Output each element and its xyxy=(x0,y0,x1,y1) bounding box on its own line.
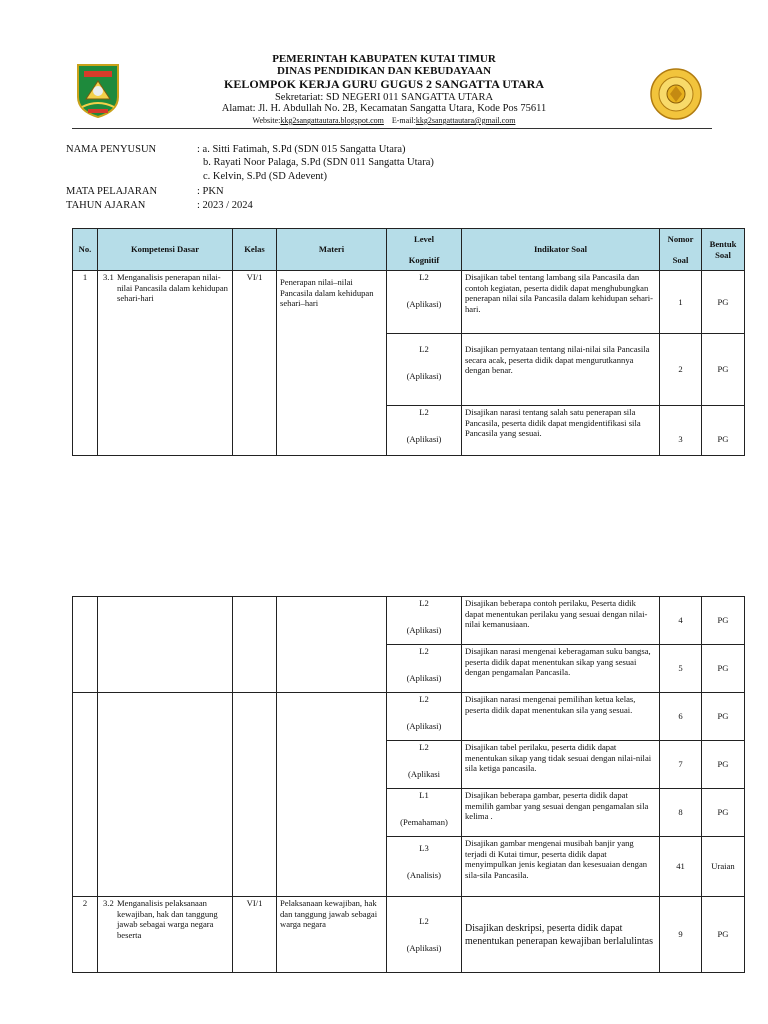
table-row xyxy=(73,693,745,741)
level-name: (Aplikasi) xyxy=(406,624,442,635)
bentuk-cell: PG xyxy=(702,406,745,456)
tahun-value: : 2023 / 2024 xyxy=(197,200,253,211)
level-name: (Aplikasi) xyxy=(406,370,442,381)
tahun-label: TAHUN AJARAN xyxy=(66,200,146,211)
penyusun-2: b. Rayati Noor Palaga, S.Pd (SDN 011 Sangatta Utara) xyxy=(203,157,434,168)
mapel-value: : PKN xyxy=(197,186,224,197)
level-code: L2 xyxy=(419,407,429,417)
nomor-cell: 6 xyxy=(660,693,702,741)
bentuk-cell: Uraian xyxy=(702,837,745,897)
col-no: No. xyxy=(73,229,98,271)
nomor-cell: 9 xyxy=(660,897,702,973)
kisi-kisi-table-2 xyxy=(72,596,745,973)
empty-kelas xyxy=(233,597,277,693)
nomor-cell: 5 xyxy=(660,645,702,693)
indikator-cell: Disajikan beberapa gambar, peserta didik dapat memilih gambar yang sesuai dengan pengamalan sila kelima . xyxy=(462,789,660,837)
address: Alamat: Jl. H. Abdullah No. 2B, Kecamatan Sangatta Utara, Kode Pos 75611 xyxy=(221,103,547,114)
col-kd: Kompetensi Dasar xyxy=(98,229,233,271)
col-bentuk: Bentuk Soal xyxy=(702,229,745,271)
col-level-1: Level xyxy=(413,233,435,244)
level-cell xyxy=(387,693,462,741)
empty-no xyxy=(73,597,98,693)
level-code: L2 xyxy=(419,742,429,752)
indikator-cell: Disajikan tabel tentang lambang sila Pancasila dan contoh kegiatan, peserta didik dapat menghubungkan penerapan nilai sila Pancasila dalam kehidupan sehari-hari. xyxy=(462,271,660,334)
mapel-label: MATA PELAJARAN xyxy=(66,186,158,197)
level-cell xyxy=(387,271,462,334)
kkg-gugus-emblem xyxy=(650,68,702,120)
kd1-kelas: VI/1 xyxy=(233,271,277,456)
level-cell xyxy=(387,897,462,973)
nomor-cell: 4 xyxy=(660,597,702,645)
nomor-cell: 41 xyxy=(660,837,702,897)
kd1-materi: Penerapan nilai–nilai Pancasila dalam kehidupan sehari–hari xyxy=(277,271,387,456)
nomor-cell: 8 xyxy=(660,789,702,837)
website-link[interactable]: kkg2sangattautara.blogspot.com xyxy=(280,116,384,125)
col-nomor-1: Nomor xyxy=(667,233,694,244)
level-code: L2 xyxy=(419,272,429,282)
col-level xyxy=(387,229,462,271)
penyusun-label: NAMA PENYUSUN xyxy=(66,144,157,155)
level-name: (Analisis) xyxy=(407,869,441,880)
level-code: L1 xyxy=(419,790,429,800)
table-row xyxy=(73,897,745,973)
empty-materi xyxy=(277,693,387,897)
bentuk-cell: PG xyxy=(702,789,745,837)
indikator-cell: Disajikan beberapa contoh perilaku, Peserta didik dapat menentukan perilaku yang sesuai dengan nilai-nilai kemanusiaan. xyxy=(462,597,660,645)
nomor-cell: 3 xyxy=(660,406,702,456)
indikator-cell: Disajikan gambar mengenai musibah banjir yang terjadi di Kutai timur, peserta didik dapat menyimpulkan jenis kegiatan dan kesesuaian dengan sila-sila Pancasila. xyxy=(462,837,660,897)
kd2-desc: Menganalisis pelaksanaan kewajiban, hak dan tanggung jawab sebagai warga negara beserta xyxy=(117,898,218,940)
empty-kelas xyxy=(233,693,277,897)
penyusun-1: : a. Sitti Fatimah, S.Pd (SDN 015 Sangatta Utara) xyxy=(197,144,406,155)
empty-no xyxy=(73,693,98,897)
level-cell xyxy=(387,645,462,693)
indikator-cell: Disajikan narasi tentang salah satu penerapan sila Pancasila, peserta didik dapat mengidentifikasi sila Pancasila yang sesuai. xyxy=(462,406,660,456)
secretariat: Sekretariat: SD NEGERI 011 SANGATTA UTARA xyxy=(274,92,494,103)
level-name: (Aplikasi) xyxy=(406,672,442,683)
level-cell xyxy=(387,334,462,406)
bentuk-cell: PG xyxy=(702,597,745,645)
kd2-no: 2 xyxy=(73,897,98,973)
penyusun-3: c. Kelvin, S.Pd (SD Adevent) xyxy=(203,171,327,182)
level-name: (Aplikasi) xyxy=(406,298,442,309)
indikator-cell: Disajikan narasi mengenai keberagaman suku bangsa, peserta didik dapat menentukan sikap yang sesuai dengan pengamalan Pancasila. xyxy=(462,645,660,693)
group-name: KELOMPOK KERJA GURU GUGUS 2 SANGATTA UTARA xyxy=(223,77,545,91)
bentuk-cell: PG xyxy=(702,334,745,406)
indikator-cell: Disajikan deskripsi, peserta didik dapat menentukan penerapan kewajiban berlalulintas xyxy=(462,897,660,973)
level-cell xyxy=(387,837,462,897)
col-kelas: Kelas xyxy=(233,229,277,271)
level-name: (Aplikasi) xyxy=(406,720,442,731)
level-cell xyxy=(387,406,462,456)
empty-kd xyxy=(98,597,233,693)
kutai-timur-emblem xyxy=(74,63,122,119)
nomor-cell: 2 xyxy=(660,334,702,406)
level-name: (Aplikasi) xyxy=(406,942,442,953)
table-header-row xyxy=(73,229,745,271)
level-code: L2 xyxy=(419,598,429,608)
bentuk-cell: PG xyxy=(702,693,745,741)
table-row xyxy=(73,597,745,645)
website-label: Website: xyxy=(252,116,281,125)
kd2-num: 3.2 xyxy=(103,898,114,908)
kd2-materi: Pelaksanaan kewajiban, hak dan tanggung jawab sebagai warga negara xyxy=(277,897,387,973)
bentuk-cell: PG xyxy=(702,645,745,693)
level-code: L2 xyxy=(419,915,429,926)
indikator-cell: Disajikan pernyataan tentang nilai-nilai sila Pancasila secara acak, peserta didik dapat mengurutkannya dengan benar. xyxy=(462,334,660,406)
col-nomor xyxy=(660,229,702,271)
level-code: L2 xyxy=(419,694,429,704)
col-materi: Materi xyxy=(277,229,387,271)
level-code: L3 xyxy=(419,843,429,853)
kd1-no: 1 xyxy=(73,271,98,456)
level-name: (Aplikasi xyxy=(408,768,440,779)
level-name: (Aplikasi) xyxy=(406,433,442,444)
bentuk-cell: PG xyxy=(702,897,745,973)
kisi-kisi-table-1 xyxy=(72,228,745,456)
agency-name: DINAS PENDIDIKAN DAN KEBUDAYAAN xyxy=(276,65,492,77)
level-cell xyxy=(387,789,462,837)
email-link[interactable]: kkg2sangattautara@gmail.com xyxy=(415,116,516,125)
empty-materi xyxy=(277,597,387,693)
kd1-desc: Menganalisis penerapan nilai-nilai Pancasila dalam kehidupan sehari-hari xyxy=(117,272,228,304)
level-code: L2 xyxy=(419,344,429,354)
kd1-num: 3.1 xyxy=(103,272,114,282)
kd2-text xyxy=(98,897,233,973)
bentuk-cell: PG xyxy=(702,271,745,334)
col-level-2: Kognitif xyxy=(408,254,440,265)
gov-name: PEMERINTAH KABUPATEN KUTAI TIMUR xyxy=(272,53,496,65)
level-name: (Pemahaman) xyxy=(400,816,448,827)
empty-kd xyxy=(98,693,233,897)
kd1-text xyxy=(98,271,233,456)
email-label: E-mail: xyxy=(391,116,416,125)
nomor-cell: 1 xyxy=(660,271,702,334)
nomor-cell: 7 xyxy=(660,741,702,789)
level-cell xyxy=(387,597,462,645)
bentuk-cell: PG xyxy=(702,741,745,789)
level-cell xyxy=(387,741,462,789)
indikator-cell: Disajikan narasi mengenai pemilihan ketua kelas, peserta didik dapat menentukan sila yang sesuai. xyxy=(462,693,660,741)
level-code: L2 xyxy=(419,646,429,656)
col-indikator: Indikator Soal xyxy=(462,229,660,271)
col-nomor-2: Soal xyxy=(672,254,689,265)
kd2-kelas: VI/1 xyxy=(233,897,277,973)
indikator-cell: Disajikan tabel perilaku, peserta didik dapat menentukan sikap yang tidak sesuai dengan nilai-nilai sila ketiga pancasila. xyxy=(462,741,660,789)
table-row xyxy=(73,271,745,334)
header-divider xyxy=(72,128,712,129)
contact-line xyxy=(180,116,588,126)
